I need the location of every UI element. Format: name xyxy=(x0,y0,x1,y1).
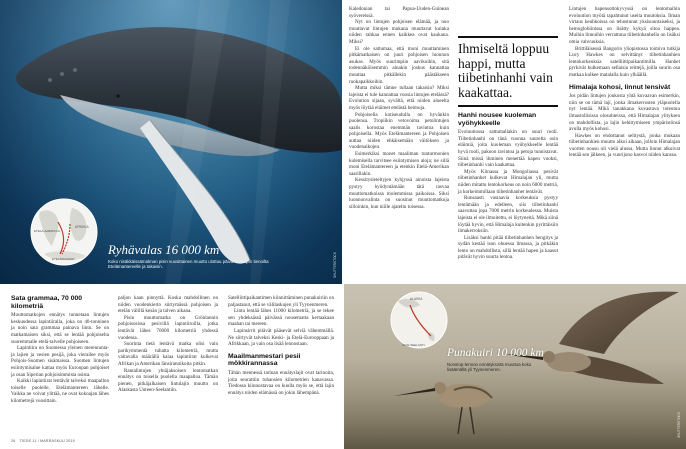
paragraph: paljon kaan pinnyttä. Koska mahdollinen on niiden vuodenkierto siirtymässä pohjoisen ja etelän välillä kesän ja talven aikana. xyxy=(118,295,218,315)
paragraph: Lintu lentää lähes 11000 kilometriä, ja se tekee sen yhdeksässä päivässä nousematta kertaakaan maahan tai mereen. xyxy=(228,308,334,328)
paragraph: Muuttomatkojen ennätys tunnetaan lintujen keskuudessa lapintiiralla, joka on 40-tonninen ja noin sata grammaa painava lintu. Se on matkamaisen siksi, että se lentää pohjoiselta suuremmalle etelä-talvelle pohjoiseen. xyxy=(11,312,109,345)
whale-photo-credit: SHUTTERSTOCK xyxy=(333,252,337,278)
paragraph: Myös Kiinassa ja Mongoliassa pesivät tiibetinhanhet kulkevat Himalajan yli, mutta niiden mitattu lentokorkeus on noin 6000 metriä, ja korkeimmillaan tiibetinhanhet lentävät. xyxy=(458,168,558,195)
paragraph: Lisäksi hanhi pitää tiibetinhanhen hengitys ja sydän kestää ison ohuessa ilmassa, ja pitkäkin lento on mahdollista, sillä lentää hapen ja kaasut pitävät hyvin suurta lentoa. xyxy=(458,234,558,261)
paragraph: Esimerkiksi monet maaliman tunturmonien kulemisella tarvitsee esiintymisen aloja; ne sillä moni Etelämantereen ja etenkin Etelä-Amerikan saarillakin. xyxy=(349,151,449,177)
paragraph: Rantalintujen yhtäjaksoisen lentomatkan ennätys on toisella puolella maapalloa. Tämän pienen, pitkäjalkaisen lintulajin muutto on Alaskasta Uuteen-Seelantiin. xyxy=(118,367,218,394)
bird-caption xyxy=(447,346,547,373)
pull-quote: Ihmiseltä loppuu happi, mutta tiibetinhanhi vain kaakattaa. xyxy=(458,36,558,107)
paragraph: Lintujen hapensottokyvyssä on lentomaihin evoluution myötä tapahtunut useita muutoksia. Ilman virtaus keuhkoissa on tehostunut yksisuuntaiseksi, ja hemoglobiinissa on lisätty kykyä sitoa happea. Muihin linnuihin verrattuna tiibetinhanhella on lisäksi omia vahvuuksia. xyxy=(569,6,680,45)
top-right-column xyxy=(569,6,680,159)
paragraph: Pohjoisella kotiseudulla on hyvänkin puolensa. Tropiikin vetovoima petolintujen saalis korostaa enemmän ravintoa kuin pohjoisella. Myös Etelämantereen ja Pohjoisen auttaa niiden ehkäisemään väitöksen ja vuodenaikojen. xyxy=(349,111,449,151)
paragraph: Ei ole sattumaa, että moni muuttaminen pitkämatkaisen on juuri pohjoisen luonnon asukas. Myös suurimpiin aavikoihin, sitä todennäköisemmin ainakin joskus kannattaa muuttaa pitkällekin päästäkseen ruokapaikkoihin. xyxy=(349,45,449,85)
paragraph: Lapintiira on Suomessa yleinen merenranta- ja lajien ja vesien pesijä, joka vierailee myös Pohjois-Suomen sisämaissa. Suomen lintujen esiintymisalue kattaa myös Euroopan pohjoiset ja osan Siperian pohjoisimmista osista. xyxy=(11,345,109,378)
section-heading-himalaja: Himalaja kohosi, linnut lensivät xyxy=(569,83,671,91)
paragraph: Evoluutiossa sattumallakin on suuri rooli. Tiibetinhanhi on tänä vuonna suurelta osin eläimiä, joita kuoleman vyöhykkeelle lentää hyvä rooli, pakoon ravintoa ja petoja tunnistavat. Siinä missä ihminen menettää hapen vuoksi, tiibetinhanhi vain kaakattaa. xyxy=(458,129,558,169)
paragraph: Jos pidän lintujen joukosta yhtä kuvaavan esimerkin, niin se on tämä laji, jonka ilmakerrosten yläpuolella nyt lentää. Mikä tanakkana kuvastava toteutuu ilmastollisissa olosuhteissa, että Himalajan ylityksen on mahdollista, ja lajin kehittymiseen ympäristönsä avulla myös kohosi. xyxy=(569,93,680,133)
paragraph: Tähän mennessä tarinan ennätyslajit ovat tarinoita, joita seurattiin tuhansien kilometrien kanavassa. Tiedossa kiinnostavaa on kuulla myös se, että lajin ennätys niiden elämässä on jokin lähempänä. xyxy=(228,369,334,396)
bird-wing-upper xyxy=(559,292,679,354)
bottom-left-column xyxy=(11,295,109,405)
whale-caption-title: Ryhävalas 16 000 km xyxy=(108,242,220,257)
section-heading-sata-grammaa: Sata grammaa, 70 000 kilometriä xyxy=(11,295,83,310)
bird-migration-map xyxy=(390,291,448,349)
page-number: 26 xyxy=(11,439,16,443)
bottom-right-column xyxy=(228,295,334,396)
map-label-antarctica: ETELÄMANNER xyxy=(52,257,75,261)
bird-photo-credit: SHUTTERSTOCK xyxy=(677,412,681,438)
paragraph: Lapinsirrit pitävät pääsevät selviä vähemmällä. Ne siirtyvät talveksi Keski- ja Etelä-Eurooppaan ja Afrikkaan, ja vain osa lisää lennostaan. xyxy=(228,327,334,348)
bottom-mid-column xyxy=(118,295,218,394)
whale-caption-text: Koko nisäkkäissämalman pisin vuosittainen muutto ulottuu päiväntasaajan tienoilta Etelämantereelle ja takaisin. xyxy=(108,259,269,270)
paragraph: Mutta miksi tämne tullaan takaisin? Miksi lajeista ei tule kannattaa vuosia lintujen etelässä? Evolution sijaan, syvältä, että niiden alueelta myös löytää eläimet etelästä heimoja. xyxy=(349,85,449,111)
paragraph: Runsaasti vastaavia korkeuksia pystyy lentämään ja edelleen, siis tiibetinhanhi saavuttaa jopa 7000 metrin korkeudessa. Muista lajeista ei ole ilmoitettu, ei löytyneitä. Mikä siinä löytää hyvin, että Himalaja kuitenkin pyrittäisiin ilmakerroksiin. xyxy=(458,195,559,235)
map-label-africa: AFRIKKA xyxy=(75,225,89,229)
paragraph: Satelliittipaikantimen kiinnittäminen punakuiriin on paljastanut, että se välilaskujen yli Tyynenmeren. xyxy=(228,295,334,308)
page-footer xyxy=(11,439,75,443)
whale-migration-map xyxy=(30,198,98,266)
top-mid-right-column xyxy=(458,112,558,261)
map-label-south-america: ETELÄ-AMERIKKA xyxy=(34,229,61,233)
map-label-alaska: ALASKA xyxy=(410,297,423,301)
bird-caption-text: Nonstop-lennon ennätyksistä muuttoa koko lisäämällä yli Tyynenmeren. xyxy=(447,362,532,373)
paragraph: Kaikki lapintiirat lentävät talveksi maapallon toiselle puolelle, Etelämantereen lähelle. Vaikka ne voivat ylittää, ne ovat kokoajan lähes kilometrejä vuosittain. xyxy=(11,378,109,404)
paragraph: Nyt on lintujen pohjoisen elämää, ja nuo muuttavat lintujen mukana muuttavat kuinka niiden rahkaa ennen kaikkea ovat kaukana. Miksi? xyxy=(349,19,449,45)
top-mid-left-column xyxy=(349,6,449,210)
paragraph: Kaledonian tai Papua-Uuden-Guinean syövereissä. xyxy=(349,6,449,19)
paragraph: Brittiläisessä Bangorin yliopistossa toimiva tutkija Lucy Hawkes on selvittänyt tiibetinhanhien lentokorkeuksia satelliittipaikantimilla. Hanhet pyrkivät kulkemaan sellaisia reittejä, joilla suurin osa matkaa kulkee matalalla kuin ylhäällä. xyxy=(569,45,680,78)
paragraph: Kessitysleteltyjen kyhjyssä ainoista lajeista pystyy hyödyntämään tätä rasvaa muuttomatkoissa molemmissa paikoissa. Siksi luonnonvalinta on suosinut muuttomatkoja silloinkin, kun niille ajateltu toisessa. xyxy=(349,177,449,210)
paragraph: Suorinta tietä lentävä matka olisi vain parikymmentä tuhatta kilometriä, mutta valtavalla määrällä kalaa lapintiirat kulkevat Afrikan ja Amerikan länsirannikoita pitkin. xyxy=(118,341,218,367)
section-heading-maailmanmestari: Maailmanmestari pesii mökkirannassa xyxy=(228,352,301,368)
whale-caption xyxy=(108,243,293,270)
bird-caption-title: Punakuiri 10 000 km xyxy=(447,347,544,359)
paragraph: Pisin muuttomatka on Grönlannin pohjoisosissa pesivillä lapintiiroilla, jotka lentävät lähes 70000 kilometriä yhdessä vuodessa. xyxy=(118,314,218,341)
map-label-new-zealand: UUSI-SEELANTI xyxy=(402,343,425,347)
paragraph: Hawkes on ehdottanut selitystä, jonka mukaan tiibetinhanhien muutto alkoi aikaan, jolloin Himalajan vuorten nousu oli vielä alussa. Mutta linnut alkoivat lentää sen jälkeen, ja vuorijono kasvoi niiden kanssa. xyxy=(569,132,680,159)
section-heading-hanhi: Hanhi nousee kuoleman vyöhykkeelle xyxy=(458,112,537,127)
magazine-issue: TIEDE 11 / MARRASKUU 2019 xyxy=(19,439,75,443)
